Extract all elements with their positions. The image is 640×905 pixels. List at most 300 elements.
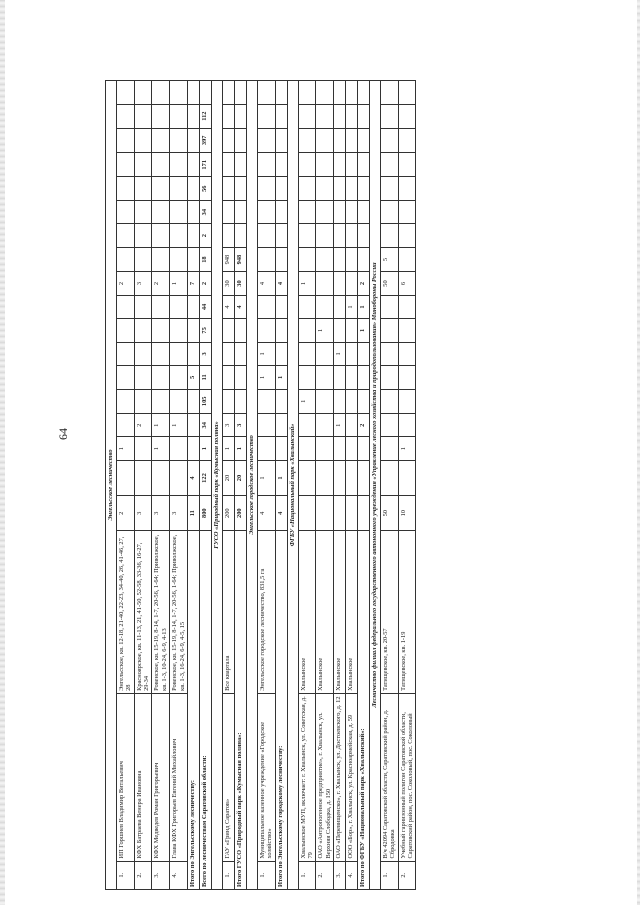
count-cell: [381, 389, 399, 413]
count-cell: [170, 104, 188, 128]
count-cell: [117, 224, 135, 247]
subtotal-label: Итого по ФГБУ «Национальный парк «Хвалынский»:: [358, 531, 370, 890]
count-cell: [117, 128, 135, 152]
count-cell: 948: [222, 247, 234, 271]
count-cell: [316, 414, 334, 437]
user-name: Глава КФХ Григорьев Евгений Михайлович: [170, 693, 188, 861]
user-name: КФХ Батраева Венера Ивановна: [134, 693, 152, 861]
count-cell: [316, 437, 334, 460]
count-cell: [222, 104, 234, 128]
count-cell: [170, 366, 188, 389]
second-value: 20: [222, 460, 234, 495]
count-cell: [398, 200, 416, 223]
count-cell: [152, 295, 170, 318]
user-name: Учебный гарнизонный полигон Саратовской области, Саратовский район, пос. Соколовый, пос. Соколовый: [398, 693, 416, 861]
count-cell: [275, 295, 287, 318]
count-cell: [346, 414, 358, 437]
area-value: 2: [117, 496, 135, 531]
count-cell: 7: [187, 272, 199, 295]
subtotal-a: 200: [234, 496, 246, 531]
count-cell: [187, 81, 199, 105]
count-cell: [170, 153, 188, 177]
count-cell: 3: [222, 414, 234, 437]
count-cell: 4: [234, 295, 246, 318]
count-cell: [358, 389, 370, 413]
row-number: 1.: [222, 861, 234, 889]
second-value: [398, 460, 416, 495]
count-cell: [334, 200, 346, 223]
count-cell: [316, 247, 334, 271]
count-cell: [358, 153, 370, 177]
subtotal-a: 11: [187, 496, 199, 531]
count-cell: 3: [199, 342, 211, 365]
count-cell: [316, 177, 334, 200]
count-cell: [334, 104, 346, 128]
count-cell: [298, 437, 316, 460]
count-cell: [257, 153, 275, 177]
count-cell: [187, 319, 199, 342]
count-cell: [117, 414, 135, 437]
count-cell: [298, 153, 316, 177]
count-cell: [117, 177, 135, 200]
user-name: ОАО «Перевищенско», г. Хвалынск, ул. Достоевского, д. 12: [334, 693, 346, 861]
count-cell: [358, 177, 370, 200]
count-cell: [275, 247, 287, 271]
count-cell: [257, 437, 275, 460]
subtotal-label: Итого по Энгельсскому лесничеству:: [187, 531, 199, 890]
count-cell: [316, 104, 334, 128]
location: Хвалынское: [298, 531, 316, 694]
count-cell: 1: [170, 272, 188, 295]
section-header: [211, 81, 222, 890]
area-value: [316, 496, 334, 531]
count-cell: 34: [199, 414, 211, 437]
count-cell: [134, 247, 152, 271]
count-cell: [257, 81, 275, 105]
count-cell: [275, 437, 287, 460]
count-cell: [222, 128, 234, 152]
section-title: ФГБУ «Национальный парк «Хвалынский»: [287, 81, 298, 890]
user-name: ИП Горшнев Владимир Витальевич: [117, 693, 135, 861]
count-cell: [134, 319, 152, 342]
count-cell: [358, 366, 370, 389]
count-cell: [275, 104, 287, 128]
table-row: [134, 81, 152, 890]
count-cell: [117, 104, 135, 128]
table-row: [117, 81, 135, 890]
subtotal-b: 1: [275, 460, 287, 495]
count-cell: [298, 224, 316, 247]
second-value: [152, 460, 170, 495]
count-cell: [381, 81, 399, 105]
count-cell: [381, 104, 399, 128]
count-cell: [334, 81, 346, 105]
count-cell: [275, 153, 287, 177]
count-cell: 1: [199, 437, 211, 460]
count-cell: [134, 153, 152, 177]
count-cell: 2: [152, 272, 170, 295]
count-cell: [275, 389, 287, 413]
table-row: [381, 81, 399, 890]
count-cell: [170, 437, 188, 460]
count-cell: [275, 224, 287, 247]
count-cell: [346, 153, 358, 177]
count-cell: [381, 128, 399, 152]
count-cell: 4: [222, 295, 234, 318]
count-cell: [398, 128, 416, 152]
count-cell: [316, 224, 334, 247]
count-cell: [298, 295, 316, 318]
count-cell: 56: [199, 177, 211, 200]
count-cell: [187, 104, 199, 128]
count-cell: [152, 200, 170, 223]
count-cell: [275, 177, 287, 200]
row-number: 2.: [134, 861, 152, 889]
count-cell: 948: [234, 247, 246, 271]
location: Хвалынское: [346, 531, 358, 694]
count-cell: [134, 104, 152, 128]
count-cell: [298, 414, 316, 437]
count-cell: [398, 224, 416, 247]
count-cell: 30: [222, 272, 234, 295]
table-body: [106, 81, 416, 890]
count-cell: [170, 128, 188, 152]
count-cell: [234, 153, 246, 177]
total-label: Всего по лесничествам Саратовской области:: [199, 531, 211, 890]
count-cell: [346, 200, 358, 223]
count-cell: [187, 414, 199, 437]
count-cell: [234, 342, 246, 365]
subtotal-b: [358, 460, 370, 495]
count-cell: 1: [170, 414, 188, 437]
count-cell: [152, 342, 170, 365]
count-cell: [234, 389, 246, 413]
count-cell: 2: [358, 414, 370, 437]
count-cell: [316, 342, 334, 365]
row-number: 1.: [257, 861, 275, 889]
count-cell: [316, 200, 334, 223]
count-cell: [134, 295, 152, 318]
count-cell: [170, 295, 188, 318]
user-name: Хвалынское МУП, включает: г. Хвалынск, ул. Советская, д. 79: [298, 693, 316, 861]
count-cell: [134, 366, 152, 389]
count-cell: [222, 200, 234, 223]
count-cell: 11: [199, 366, 211, 389]
count-cell: [152, 319, 170, 342]
count-cell: [234, 200, 246, 223]
count-cell: [298, 128, 316, 152]
second-value: [298, 460, 316, 495]
location: Татищевское, кв. 20-57: [381, 531, 399, 694]
count-cell: [346, 224, 358, 247]
count-cell: 1: [117, 437, 135, 460]
count-cell: 6: [398, 272, 416, 295]
count-cell: [316, 81, 334, 105]
total-b: 122: [199, 460, 211, 495]
count-cell: [316, 128, 334, 152]
count-cell: 112: [199, 104, 211, 128]
count-cell: [257, 128, 275, 152]
count-cell: [275, 342, 287, 365]
count-cell: [257, 177, 275, 200]
count-cell: [117, 342, 135, 365]
table-row: [346, 81, 358, 890]
section-title: Лесничество филиал федерального государственного автономного учреждения «Управление лесного хозяйства и природопользования» Минобороны России: [370, 81, 381, 890]
count-cell: [381, 200, 399, 223]
area-value: 10: [398, 496, 416, 531]
area-value: 50: [381, 496, 399, 531]
count-cell: [117, 366, 135, 389]
count-cell: [152, 366, 170, 389]
count-cell: [346, 437, 358, 460]
subtotal-label: Итого по Энгельсскому городскому лесничеству:: [275, 531, 287, 890]
table-row: [334, 81, 346, 890]
count-cell: [316, 295, 334, 318]
area-value: 3: [134, 496, 152, 531]
count-cell: 1: [316, 319, 334, 342]
count-cell: [398, 319, 416, 342]
row-number: 1.: [381, 861, 399, 889]
count-cell: [187, 200, 199, 223]
count-cell: [358, 247, 370, 271]
count-cell: [275, 414, 287, 437]
count-cell: [152, 177, 170, 200]
count-cell: [134, 437, 152, 460]
section-title: Энгельсское городское лесничество: [246, 81, 257, 890]
count-cell: [222, 177, 234, 200]
area-value: 3: [152, 496, 170, 531]
count-cell: [117, 295, 135, 318]
count-cell: [381, 366, 399, 389]
table-row: [398, 81, 416, 890]
location: Ровенское, кв. 15-19, 8-14, 1-7, 20-56, 1-64; Приволжское, кв. 1-3, 10-24, 6-9, 4-13: [152, 531, 170, 694]
count-cell: [398, 414, 416, 437]
count-cell: [334, 177, 346, 200]
count-cell: 2: [134, 414, 152, 437]
row-number: 2.: [398, 861, 416, 889]
count-cell: [170, 177, 188, 200]
section-header: [246, 81, 257, 890]
count-cell: [257, 247, 275, 271]
row-number: 1.: [117, 861, 135, 889]
count-cell: [358, 104, 370, 128]
count-cell: [334, 366, 346, 389]
count-cell: [398, 177, 416, 200]
count-cell: 50: [381, 272, 399, 295]
count-cell: [187, 153, 199, 177]
count-cell: 75: [199, 319, 211, 342]
count-cell: [170, 319, 188, 342]
count-cell: [170, 389, 188, 413]
count-cell: [187, 342, 199, 365]
count-cell: [334, 295, 346, 318]
count-cell: [222, 342, 234, 365]
count-cell: [381, 295, 399, 318]
count-cell: 3: [134, 272, 152, 295]
count-cell: [170, 81, 188, 105]
count-cell: [117, 247, 135, 271]
count-cell: 1: [222, 437, 234, 460]
row-number: 3.: [152, 861, 170, 889]
count-cell: [222, 319, 234, 342]
count-cell: [398, 342, 416, 365]
count-cell: 1: [298, 389, 316, 413]
location: Энгельсское, кв. 12-18, 21-40, 22-23, 34-40, 26, 41-46, 27, 28: [117, 531, 135, 694]
subtotal-row: [358, 81, 370, 890]
user-name: ОАО «Антропогенное предприятие», г. Хвалынск, ул. Верхняя Слободка, д. 150: [316, 693, 334, 861]
count-cell: [381, 177, 399, 200]
count-cell: [134, 81, 152, 105]
count-cell: [398, 295, 416, 318]
count-cell: [170, 224, 188, 247]
count-cell: [346, 128, 358, 152]
scan-edge-left: [0, 0, 5, 905]
count-cell: [152, 81, 170, 105]
count-cell: [152, 224, 170, 247]
count-cell: 30: [234, 272, 246, 295]
count-cell: [334, 247, 346, 271]
count-cell: [334, 437, 346, 460]
row-number: 3.: [334, 861, 346, 889]
section-title: Энгельсское лесничество: [106, 81, 117, 890]
count-cell: [381, 437, 399, 460]
count-cell: [316, 272, 334, 295]
count-cell: 1: [152, 437, 170, 460]
count-cell: [398, 247, 416, 271]
subtotal-row: [275, 81, 287, 890]
count-cell: 34: [199, 200, 211, 223]
count-cell: [187, 224, 199, 247]
count-cell: [275, 81, 287, 105]
area-value: 3: [170, 496, 188, 531]
count-cell: [334, 389, 346, 413]
area-value: 4: [257, 496, 275, 531]
count-cell: [152, 104, 170, 128]
count-cell: [346, 81, 358, 105]
second-value: [381, 460, 399, 495]
count-cell: [346, 177, 358, 200]
count-cell: [187, 389, 199, 413]
count-cell: [381, 319, 399, 342]
count-cell: [257, 414, 275, 437]
count-cell: [358, 437, 370, 460]
count-cell: [298, 200, 316, 223]
count-cell: [298, 247, 316, 271]
second-value: [334, 460, 346, 495]
second-value: [170, 460, 188, 495]
table-row: [222, 81, 234, 890]
count-cell: [316, 366, 334, 389]
count-cell: [117, 153, 135, 177]
subtotal-a: 4: [275, 496, 287, 531]
count-cell: 171: [199, 153, 211, 177]
subtotal-label: Итого ГУСО «Природный парк «Кумысная поляна»:: [234, 531, 246, 890]
count-cell: [334, 128, 346, 152]
count-cell: 1: [346, 295, 358, 318]
count-cell: [234, 366, 246, 389]
count-cell: 1: [152, 414, 170, 437]
count-cell: [152, 153, 170, 177]
count-cell: 5: [187, 366, 199, 389]
count-cell: [257, 319, 275, 342]
count-cell: 1: [234, 437, 246, 460]
count-cell: 397: [199, 128, 211, 152]
count-cell: [381, 153, 399, 177]
area-value: 200: [222, 496, 234, 531]
count-cell: [398, 366, 416, 389]
total-row: [199, 81, 211, 890]
user-name: КФХ Медведев Роман Григорьевич: [152, 693, 170, 861]
rotated-table-container: [105, 80, 625, 890]
row-number: 1.: [298, 861, 316, 889]
second-value: [117, 460, 135, 495]
area-value: [334, 496, 346, 531]
table-row: [257, 81, 275, 890]
count-cell: [257, 224, 275, 247]
count-cell: [170, 342, 188, 365]
location: Красноярское, кв. 11-13, 21, 41-50, 52-58, 33-36, 16-27, 29-34: [134, 531, 152, 694]
count-cell: 1: [358, 319, 370, 342]
table-row: [316, 81, 334, 890]
user-name: ГАУ «Гринд Саратов»: [222, 693, 234, 861]
count-cell: [134, 200, 152, 223]
count-cell: 44: [199, 295, 211, 318]
count-cell: [257, 104, 275, 128]
count-cell: [234, 128, 246, 152]
count-cell: [234, 104, 246, 128]
count-cell: [222, 389, 234, 413]
count-cell: [275, 128, 287, 152]
count-cell: [334, 153, 346, 177]
count-cell: [275, 319, 287, 342]
count-cell: 1: [257, 342, 275, 365]
count-cell: [134, 224, 152, 247]
section-header: [106, 81, 117, 890]
count-cell: [346, 319, 358, 342]
count-cell: 2: [199, 272, 211, 295]
count-cell: [199, 81, 211, 105]
count-cell: [298, 319, 316, 342]
count-cell: 18: [199, 247, 211, 271]
count-cell: [234, 81, 246, 105]
count-cell: [117, 319, 135, 342]
count-cell: [257, 200, 275, 223]
count-cell: [234, 177, 246, 200]
count-cell: [298, 81, 316, 105]
second-value: [346, 460, 358, 495]
count-cell: [334, 272, 346, 295]
count-cell: [346, 247, 358, 271]
location: Энгельсское городское лесничество, 831,5 га: [257, 531, 275, 694]
count-cell: [298, 342, 316, 365]
section-header: [287, 81, 298, 890]
count-cell: 5: [381, 247, 399, 271]
count-cell: [222, 81, 234, 105]
table-row: [170, 81, 188, 890]
count-cell: [275, 200, 287, 223]
location: Хвалынское: [334, 531, 346, 694]
count-cell: [316, 389, 334, 413]
user-name: ООО «Бор», г. Хвалынск, ул. Красноармейская, д. 59: [346, 693, 358, 861]
count-cell: 4: [257, 272, 275, 295]
second-value: [134, 460, 152, 495]
location: Татищевское, кв. 1-19: [398, 531, 416, 694]
count-cell: [187, 177, 199, 200]
count-cell: 4: [275, 272, 287, 295]
second-value: 1: [257, 460, 275, 495]
total-a: 800: [199, 496, 211, 531]
count-cell: [234, 224, 246, 247]
